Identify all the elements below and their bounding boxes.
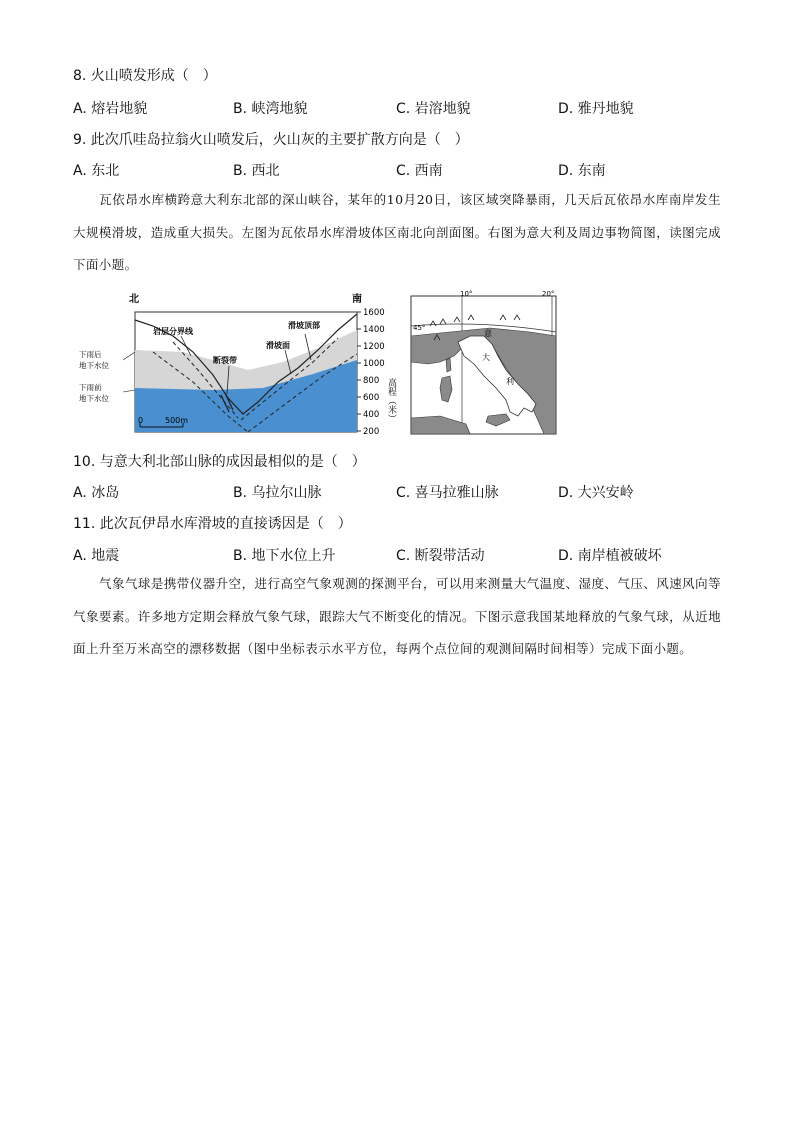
- y-tick-1600: 1600: [363, 308, 385, 318]
- latitude-45-label: 45°: [413, 324, 426, 332]
- question-8-option-b[interactable]: B. 峡湾地貌: [233, 101, 308, 117]
- map-char-3: 利: [506, 377, 514, 386]
- y-tick-800: 800: [363, 376, 380, 386]
- y-axis: [357, 308, 385, 437]
- question-11-option-c[interactable]: C. 断裂带活动: [396, 548, 485, 564]
- y-axis-label: 高程（米）: [386, 378, 396, 423]
- question-10-stem: 10. 与意大利北部山脉的成因最相似的是（ ）: [73, 454, 366, 470]
- question-10-option-b[interactable]: B. 乌拉尔山脉: [233, 485, 322, 501]
- passage-weather-balloon: 气象气球是携带仪器升空，进行高空气象观测的探测平台，可以用来测量大气温度、湿度、气压、风速风向等气象要素。许多地方定期会释放气象气球，跟踪大气不断变化的情况。下图示意我国某地释放的气象气球，从近地面上升至万米高空的漂移数据（图中坐标表示水平方位，每两个点位间的观测间隔时间相等）完成下面小题。: [73, 576, 721, 656]
- question-9-option-c[interactable]: C. 西南: [396, 163, 443, 179]
- question-8-option-a[interactable]: A. 熔岩地貌: [73, 101, 148, 117]
- slide-top-label: 滑坡顶部: [288, 321, 320, 330]
- rock-boundary-label: 岩层分界线: [153, 327, 193, 336]
- question-11-option-a[interactable]: A. 地震: [73, 548, 120, 564]
- fault-zone-label: 断裂带: [213, 356, 237, 365]
- italy-map-figure: [410, 290, 558, 436]
- y-tick-600: 600: [363, 393, 380, 403]
- question-8-option-d[interactable]: D. 雅丹地貌: [558, 101, 634, 117]
- question-10-option-a[interactable]: A. 冰岛: [73, 485, 120, 501]
- longitude-10-label: 10°: [460, 290, 473, 298]
- map-char-1: 意: [484, 329, 492, 338]
- after-rain-label-2: 地下水位: [79, 361, 109, 370]
- question-9-stem: 9. 此次爪哇岛拉翁火山喷发后，火山灰的主要扩散方向是（ ）: [73, 132, 469, 148]
- cross-section-figure: [73, 290, 403, 438]
- question-9-option-d[interactable]: D. 东南: [558, 163, 606, 179]
- question-10-option-c[interactable]: C. 喜马拉雅山脉: [396, 485, 499, 501]
- y-tick-1400: 1400: [363, 325, 385, 335]
- y-tick-1200: 1200: [363, 342, 385, 352]
- y-tick-1000: 1000: [363, 359, 385, 369]
- longitude-20-label: 20°: [542, 290, 555, 298]
- after-rain-label: 下雨后: [79, 350, 102, 359]
- question-11-stem: 11. 此次瓦伊昂水库滑坡的直接诱因是（ ）: [73, 516, 352, 532]
- question-9-option-b[interactable]: B. 西北: [233, 163, 280, 179]
- corsica: [446, 358, 451, 372]
- map-char-2: 大: [482, 353, 490, 362]
- before-rain-label-2: 地下水位: [79, 394, 109, 403]
- y-tick-400: 400: [363, 410, 380, 420]
- question-8-stem: 8. 火山喷发形成（ ）: [73, 68, 217, 84]
- scale-length: 500m: [165, 416, 189, 425]
- north-label: 北: [129, 294, 139, 305]
- question-11-option-b[interactable]: B. 地下水位上升: [233, 548, 336, 564]
- passage-vajont: 瓦依昂水库横跨意大利东北部的深山峡谷，某年的10月20日，该区域突降暴雨，几天后瓦依昂水库南岸发生大规模滑坡，造成重大损失。左图为瓦依昂水库滑坡体区南北向剖面图。右图为意大利及周边事物简图，读图完成下面小题。: [73, 192, 721, 272]
- before-rain-label: 下雨前: [79, 383, 102, 392]
- question-11-option-d[interactable]: D. 南岸植被破坏: [558, 548, 662, 564]
- question-9-option-a[interactable]: A. 东北: [73, 163, 120, 179]
- y-tick-200: 200: [363, 427, 380, 437]
- slide-surface-label: 滑坡面: [266, 341, 290, 350]
- question-10-option-d[interactable]: D. 大兴安岭: [558, 485, 634, 501]
- south-label: 南: [352, 294, 362, 305]
- question-8-option-c[interactable]: C. 岩溶地貌: [396, 101, 471, 117]
- scale-zero: 0: [138, 416, 144, 425]
